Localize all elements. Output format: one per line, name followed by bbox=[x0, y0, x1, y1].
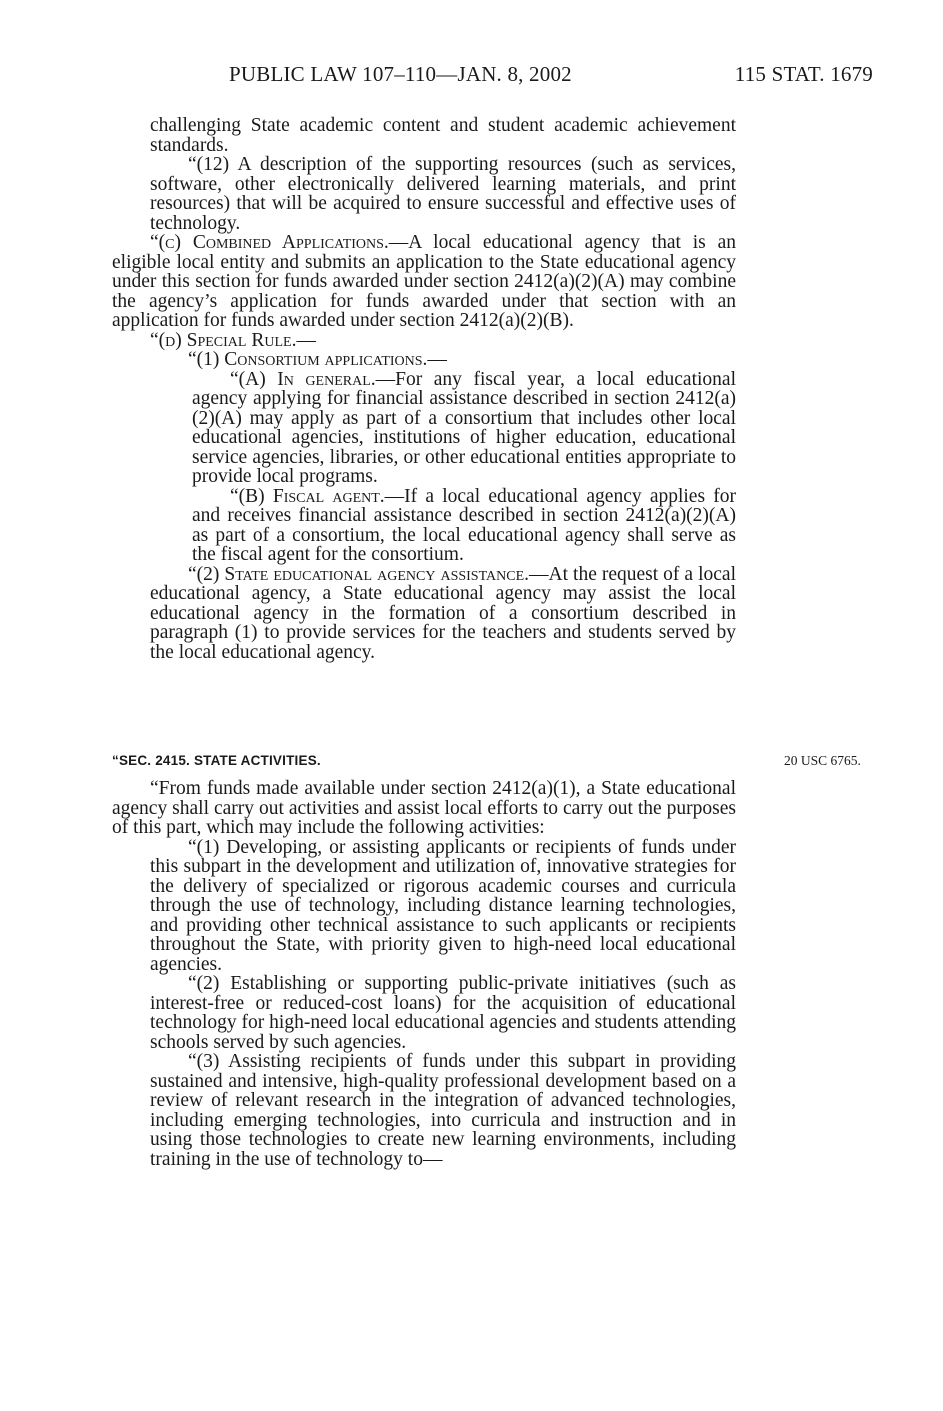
running-header-page: 115 STAT. 1679 bbox=[734, 62, 873, 86]
subparagraph-B bbox=[112, 487, 736, 565]
activity-2: “(2) Establishing or supporting public-private initiatives (such as interest-free or reduced-cost loans) for the acquisition of educational technology for high-need local educational agencies and students attending schools served by such agencies. bbox=[150, 973, 736, 1053]
paragraph-12: “(12) A description of the supporting resources (such as services, software, other electronically delivered learning materials, and print resources) that will be acquired to ensure successful and effective uses of technology. bbox=[150, 154, 736, 234]
text-block-subsections bbox=[112, 116, 736, 662]
subparagraph-B-heading: “(B) Fiscal agent. bbox=[230, 485, 385, 507]
subsection-d-heading: “(d) Special Rule.— bbox=[150, 329, 316, 351]
subparagraph-A-heading: “(A) In general. bbox=[230, 368, 376, 390]
paragraph-d2-heading: “(2) State educational agency assistance. bbox=[188, 563, 530, 585]
paragraph-d2 bbox=[112, 565, 736, 663]
paragraph-continued: challenging State academic content and student academic achievement standards. bbox=[150, 115, 736, 156]
subsection-c bbox=[112, 233, 736, 331]
subparagraph-A-body: —For any fiscal year, a local educational agency applying for financial assistance described in section 2412(a)(2)(A) may apply as part of a consortium that includes other local educational agencies, institutions of higher education, educational service agencies, libraries, or other educational entities appropriate to provide local programs. bbox=[192, 368, 737, 487]
running-header-title: PUBLIC LAW 107–110—JAN. 8, 2002 bbox=[229, 62, 572, 86]
section-intro: “From funds made available under section 2412(a)(1), a State educational agency shall carry out activities and assist local efforts to carry out the purposes of this part, which may include the following activities: bbox=[112, 778, 736, 838]
subsection-c-heading: “(c) Combined Applications. bbox=[150, 232, 389, 253]
section-heading: “SEC. 2415. STATE ACTIVITIES. bbox=[112, 753, 321, 768]
paragraph-d1-heading: “(1) Consortium applications.— bbox=[188, 349, 447, 370]
paragraph-d2-body: —At the request of a local educational agency, a State educational agency may assist the local educational agency in the formation of a consortium described in paragraph (1) to provide services for the teachers and students served by the local educational agency. bbox=[150, 563, 736, 663]
activity-3: “(3) Assisting recipients of funds under this subpart in providing sustained and intensive, high-quality professional development based on a review of relevant research in the integration of advanced technologies, including emerging technologies, into curricula and instruction and in using those technologies to create new learning environments, including training in the use of technology to— bbox=[150, 1051, 736, 1170]
activity-1: “(1) Developing, or assisting applicants or recipients of funds under this subpart in the development and utilization of, innovative strategies for the delivery of specialized or rigorous academic courses and curricula through the use of technology, including distance learning technologies, and providing other technical assistance to such applicants or recipients throughout the State, with priority given to high-need local educational agencies. bbox=[150, 836, 736, 975]
section-heading-block bbox=[112, 752, 736, 769]
subparagraph-B-body: —If a local educational agency applies for and receives financial assistance described in section 2412(a)(2)(A) as part of a consortium, the local educational agency shall serve as the fiscal agent for the consortium. bbox=[192, 485, 736, 565]
margin-citation: 20 USC 6765. bbox=[784, 753, 861, 768]
subparagraph-A bbox=[112, 370, 736, 487]
subsection-c-body: —A local educational agency that is an eligible local entity and submits an application to the State educational agency under this section for funds awarded under section 2412(a)(2)(A) may combine the agency’s application for funds awarded under that section with an application for funds awarded under section 2412(a)(2)(B). bbox=[112, 232, 736, 331]
text-block-section-2415 bbox=[112, 779, 736, 1169]
